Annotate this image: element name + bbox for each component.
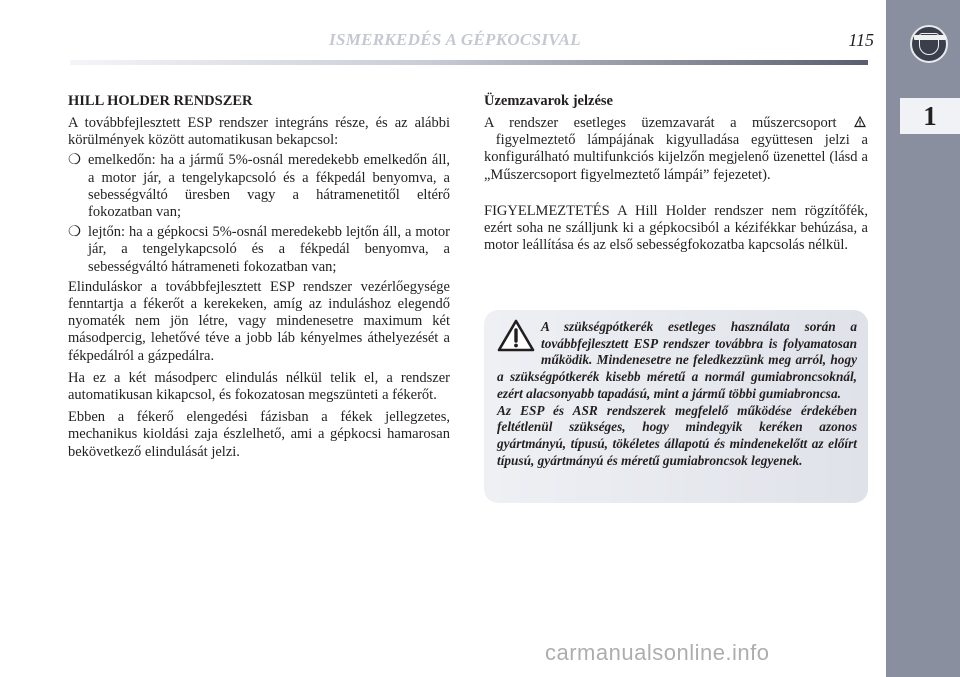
fault-text-start: A rendszer esetleges üzemzavarát a műszercsoport <box>484 115 837 131</box>
bullet-text-uphill: emelkedőn: ha a jármű 5%-osnál meredekebb emelkedőn áll, a motor jár, a tengelykapcsoló és a fékpedál benyomva, a sebességváltó üresben vagy a hátramenetitől eltérő fokozatban van; <box>88 152 450 221</box>
logo-band <box>914 35 946 40</box>
bullet-circle-icon: ❍ <box>68 152 81 169</box>
body-paragraph: Elinduláskor a továbbfejlesztett ESP rendszer vezérlőegysége fenntartja a fékerőt a kerekeken, amíg az induláshoz elegendő nyomaték nem jön létre, vagy mindenesetre maximum két másodpercig, lehetővé téve a jobb láb kényelmes áthelyezését a fékpedálról a gázpedálra. <box>68 278 450 364</box>
list-item <box>68 224 450 276</box>
conditions-list <box>68 152 450 275</box>
fault-text-end: figyelmeztető lámpájának kigyulladása együttesen jelzi a konfigurálható multifunkciós kijelzőn megjelenő üzenettel (lásd a „Műszercsoport figyelmeztető lámpái” fejezetet). <box>484 132 868 183</box>
section-heading-faults: Üzemzavarok jelzése <box>484 93 613 109</box>
body-paragraph: Ebben a fékerő elengedési fázisban a fékek jellegzetes, mechanikus kioldási zaja észlelhető, ami a gépkocsi hamarosan bekövetkező elindulását jelzi. <box>68 409 450 460</box>
header-title: ISMERKEDÉS A GÉPKOCSIVAL <box>329 30 581 49</box>
esp-warning-icon <box>854 116 866 128</box>
figyelmeztetes-paragraph: FIGYELMEZTETÉS A Hill Holder rendszer nem rögzítőfék, ezért soha ne szálljunk ki a gépkocsiból a kézifékkar behúzása, a motor leállítása és az első sebességfokozatba kapcsolás nélkül. <box>484 202 868 254</box>
header-rule <box>70 60 868 65</box>
page-number: 115 <box>848 30 874 50</box>
bullet-circle-icon: ❍ <box>68 224 81 241</box>
watermark: carmanualsonline.info <box>545 640 770 665</box>
warning-triangle-icon <box>497 319 535 353</box>
lancia-shield-icon <box>910 25 948 63</box>
section-heading-hill-holder: HILL HOLDER RENDSZER <box>68 93 253 109</box>
warning-text-part-1: A szükségpótkerék esetleges használata során a továbbfejlesztett ESP rendszer továbbra is folyamatosan működik. Mindenesetre ne feledkezzünk meg arról, hogy a szükségpótkerék kisebb méretű a normál gumiabroncsoknál, ezért alacsonyabb tapadású, mint a jármű többi gumiabroncsa. <box>497 319 857 401</box>
chapter-number: 1 <box>900 98 960 134</box>
left-column <box>68 91 450 461</box>
warning-icon-spacer <box>497 319 541 355</box>
warning-text-part-2: Az ESP és ASR rendszerek megfelelő működése érdekében feltétlenül szükséges, hogy mindegyik keréken azonos gyártmányú, típusú, tökéletes állapotú és mindenekelőtt az előírt típusú, gyártmányú és méretű gumiabroncsok legyenek. <box>497 402 857 468</box>
right-column <box>484 91 868 254</box>
intro-paragraph: A továbbfejlesztett ESP rendszer integráns része, és az alábbi körülmények között automatikusan bekapcsol: <box>68 115 450 149</box>
fault-paragraph <box>484 115 868 184</box>
list-item <box>68 152 450 221</box>
body-paragraph: Ha ez a két másodperc elindulás nélkül telik el, a rendszer automatikusan kikapcsol, és fokozatosan megszünteti a fékerőt. <box>68 369 450 404</box>
bullet-text-downhill: lejtőn: ha a gépkocsi 5%-osnál meredekebb lejtőn áll, a motor jár, a tengelykapcsoló és a fékpedál benyomva, a sebességváltó hátrameneti fokozatban van; <box>88 224 450 275</box>
warning-box-text <box>497 319 857 469</box>
